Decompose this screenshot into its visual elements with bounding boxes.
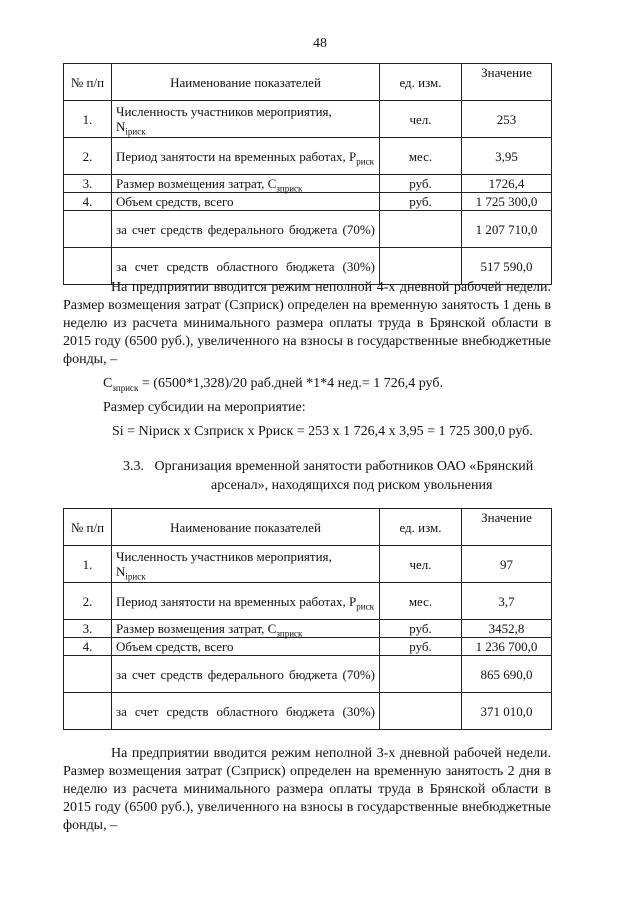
row-value: 1726,4 (462, 175, 552, 193)
table-row (64, 193, 552, 211)
row-unit: руб. (380, 638, 462, 656)
row-value: 371 010,0 (462, 693, 552, 730)
row-num (64, 656, 112, 693)
section-number: 3.3. (123, 459, 144, 474)
table-row (64, 620, 552, 638)
row-name: за счет средств федерального бюджета (70%) (112, 211, 380, 248)
header-value: Значение (462, 64, 552, 101)
section-title-line-1: Организация временной занятости работников ОАО «Брянский (154, 459, 534, 474)
row-unit (380, 656, 462, 693)
row-value: 1 725 300,0 (462, 193, 552, 211)
row-unit (380, 693, 462, 730)
row-unit (380, 211, 462, 248)
row-value: 97 (462, 546, 552, 583)
row-num: 3. (64, 175, 112, 193)
row-unit: руб. (380, 175, 462, 193)
row-name: Период занятости на временных работах, $P_{риск}$ (112, 138, 380, 175)
row-unit: чел. (380, 101, 462, 138)
subsidy-label: Размер субсидии на мероприятие: (103, 400, 306, 415)
formula-1: $C_{зприск} = (6500*1,328)/20$ раб.дней *1*4 нед.= 1 726,4 руб. (103, 376, 443, 393)
indicators-table-1 (63, 63, 552, 285)
page-number: 48 (313, 36, 327, 51)
section-heading (63, 457, 551, 495)
table-row (64, 546, 552, 583)
row-num (64, 211, 112, 248)
table-header-row (64, 64, 552, 101)
row-value: 865 690,0 (462, 656, 552, 693)
table-header-row (64, 509, 552, 546)
row-num: 2. (64, 583, 112, 620)
paragraph-1: На предприятии вводится режим неполной 4-х дневной рабочей недели. Размер возмещения затрат (Сзприск) определен на временную занятость 1 день в неделю из расчета минимального размера оплаты труда в Брянской области в 2015 году (6500 руб.), увеличенного на взносы в государственные внебюджетные фонды, – (63, 280, 551, 367)
table-row (64, 583, 552, 620)
header-unit: ед. изм. (380, 509, 462, 546)
row-num: 2. (64, 138, 112, 175)
row-name: Период занятости на временных работах, $P_{риск}$ (112, 583, 380, 620)
row-num (64, 693, 112, 730)
table-row (64, 693, 552, 730)
row-unit: чел. (380, 546, 462, 583)
table-row (64, 101, 552, 138)
row-name: Размер возмещения затрат, $C_{зприск}$ (112, 620, 380, 638)
row-value: 3,7 (462, 583, 552, 620)
table-row (64, 638, 552, 656)
row-unit: мес. (380, 138, 462, 175)
row-name: Численность участников мероприятия, $N_{iриск}$ (112, 546, 380, 583)
section-title-line-2: арсенал», находящихся под риском увольнения (211, 478, 493, 493)
formula-2: Si = Niриск x Cзприск x Pриск = 253 x 1 726,4 x 3,95 = 1 725 300,0 руб. (112, 424, 533, 439)
row-value: 517 590,0 (462, 248, 552, 285)
table-row (64, 211, 552, 248)
row-name: за счет средств областного бюджета (30%) (112, 248, 380, 285)
header-num: № п/п (64, 509, 112, 546)
header-unit: ед. изм. (380, 64, 462, 101)
table-row (64, 175, 552, 193)
row-value: 3452,8 (462, 620, 552, 638)
row-unit: руб. (380, 193, 462, 211)
row-num: 4. (64, 638, 112, 656)
row-num: 3. (64, 620, 112, 638)
row-name: Объем средств, всего (112, 193, 380, 211)
header-num: № п/п (64, 64, 112, 101)
row-name: Численность участников мероприятия, $N_{iриск}$ (112, 101, 380, 138)
row-name: за счет средств областного бюджета (30%) (112, 693, 380, 730)
row-value: 253 (462, 101, 552, 138)
row-unit: руб. (380, 620, 462, 638)
paragraph-2: На предприятии вводится режим неполной 3-х дневной рабочей недели. Размер возмещения затрат (Сзприск) определен на временную занятость 2 дня в неделю из расчета минимального размера оплаты труда в Брянской области в 2015 году (6500 руб.), увеличенного на взносы в государственные внебюджетные фонды, – (63, 746, 551, 833)
header-name: Наименование показателей (112, 509, 380, 546)
row-unit: мес. (380, 583, 462, 620)
table-row (64, 138, 552, 175)
row-value: 3,95 (462, 138, 552, 175)
row-num: 1. (64, 546, 112, 583)
header-value: Значение (462, 509, 552, 546)
indicators-table-2 (63, 508, 552, 730)
row-name: Размер возмещения затрат, $C_{зприск}$ (112, 175, 380, 193)
row-name: за счет средств федерального бюджета (70%) (112, 656, 380, 693)
row-num: 1. (64, 101, 112, 138)
header-name: Наименование показателей (112, 64, 380, 101)
row-num: 4. (64, 193, 112, 211)
row-value: 1 236 700,0 (462, 638, 552, 656)
row-value: 1 207 710,0 (462, 211, 552, 248)
row-name: Объем средств, всего (112, 638, 380, 656)
table-row (64, 656, 552, 693)
